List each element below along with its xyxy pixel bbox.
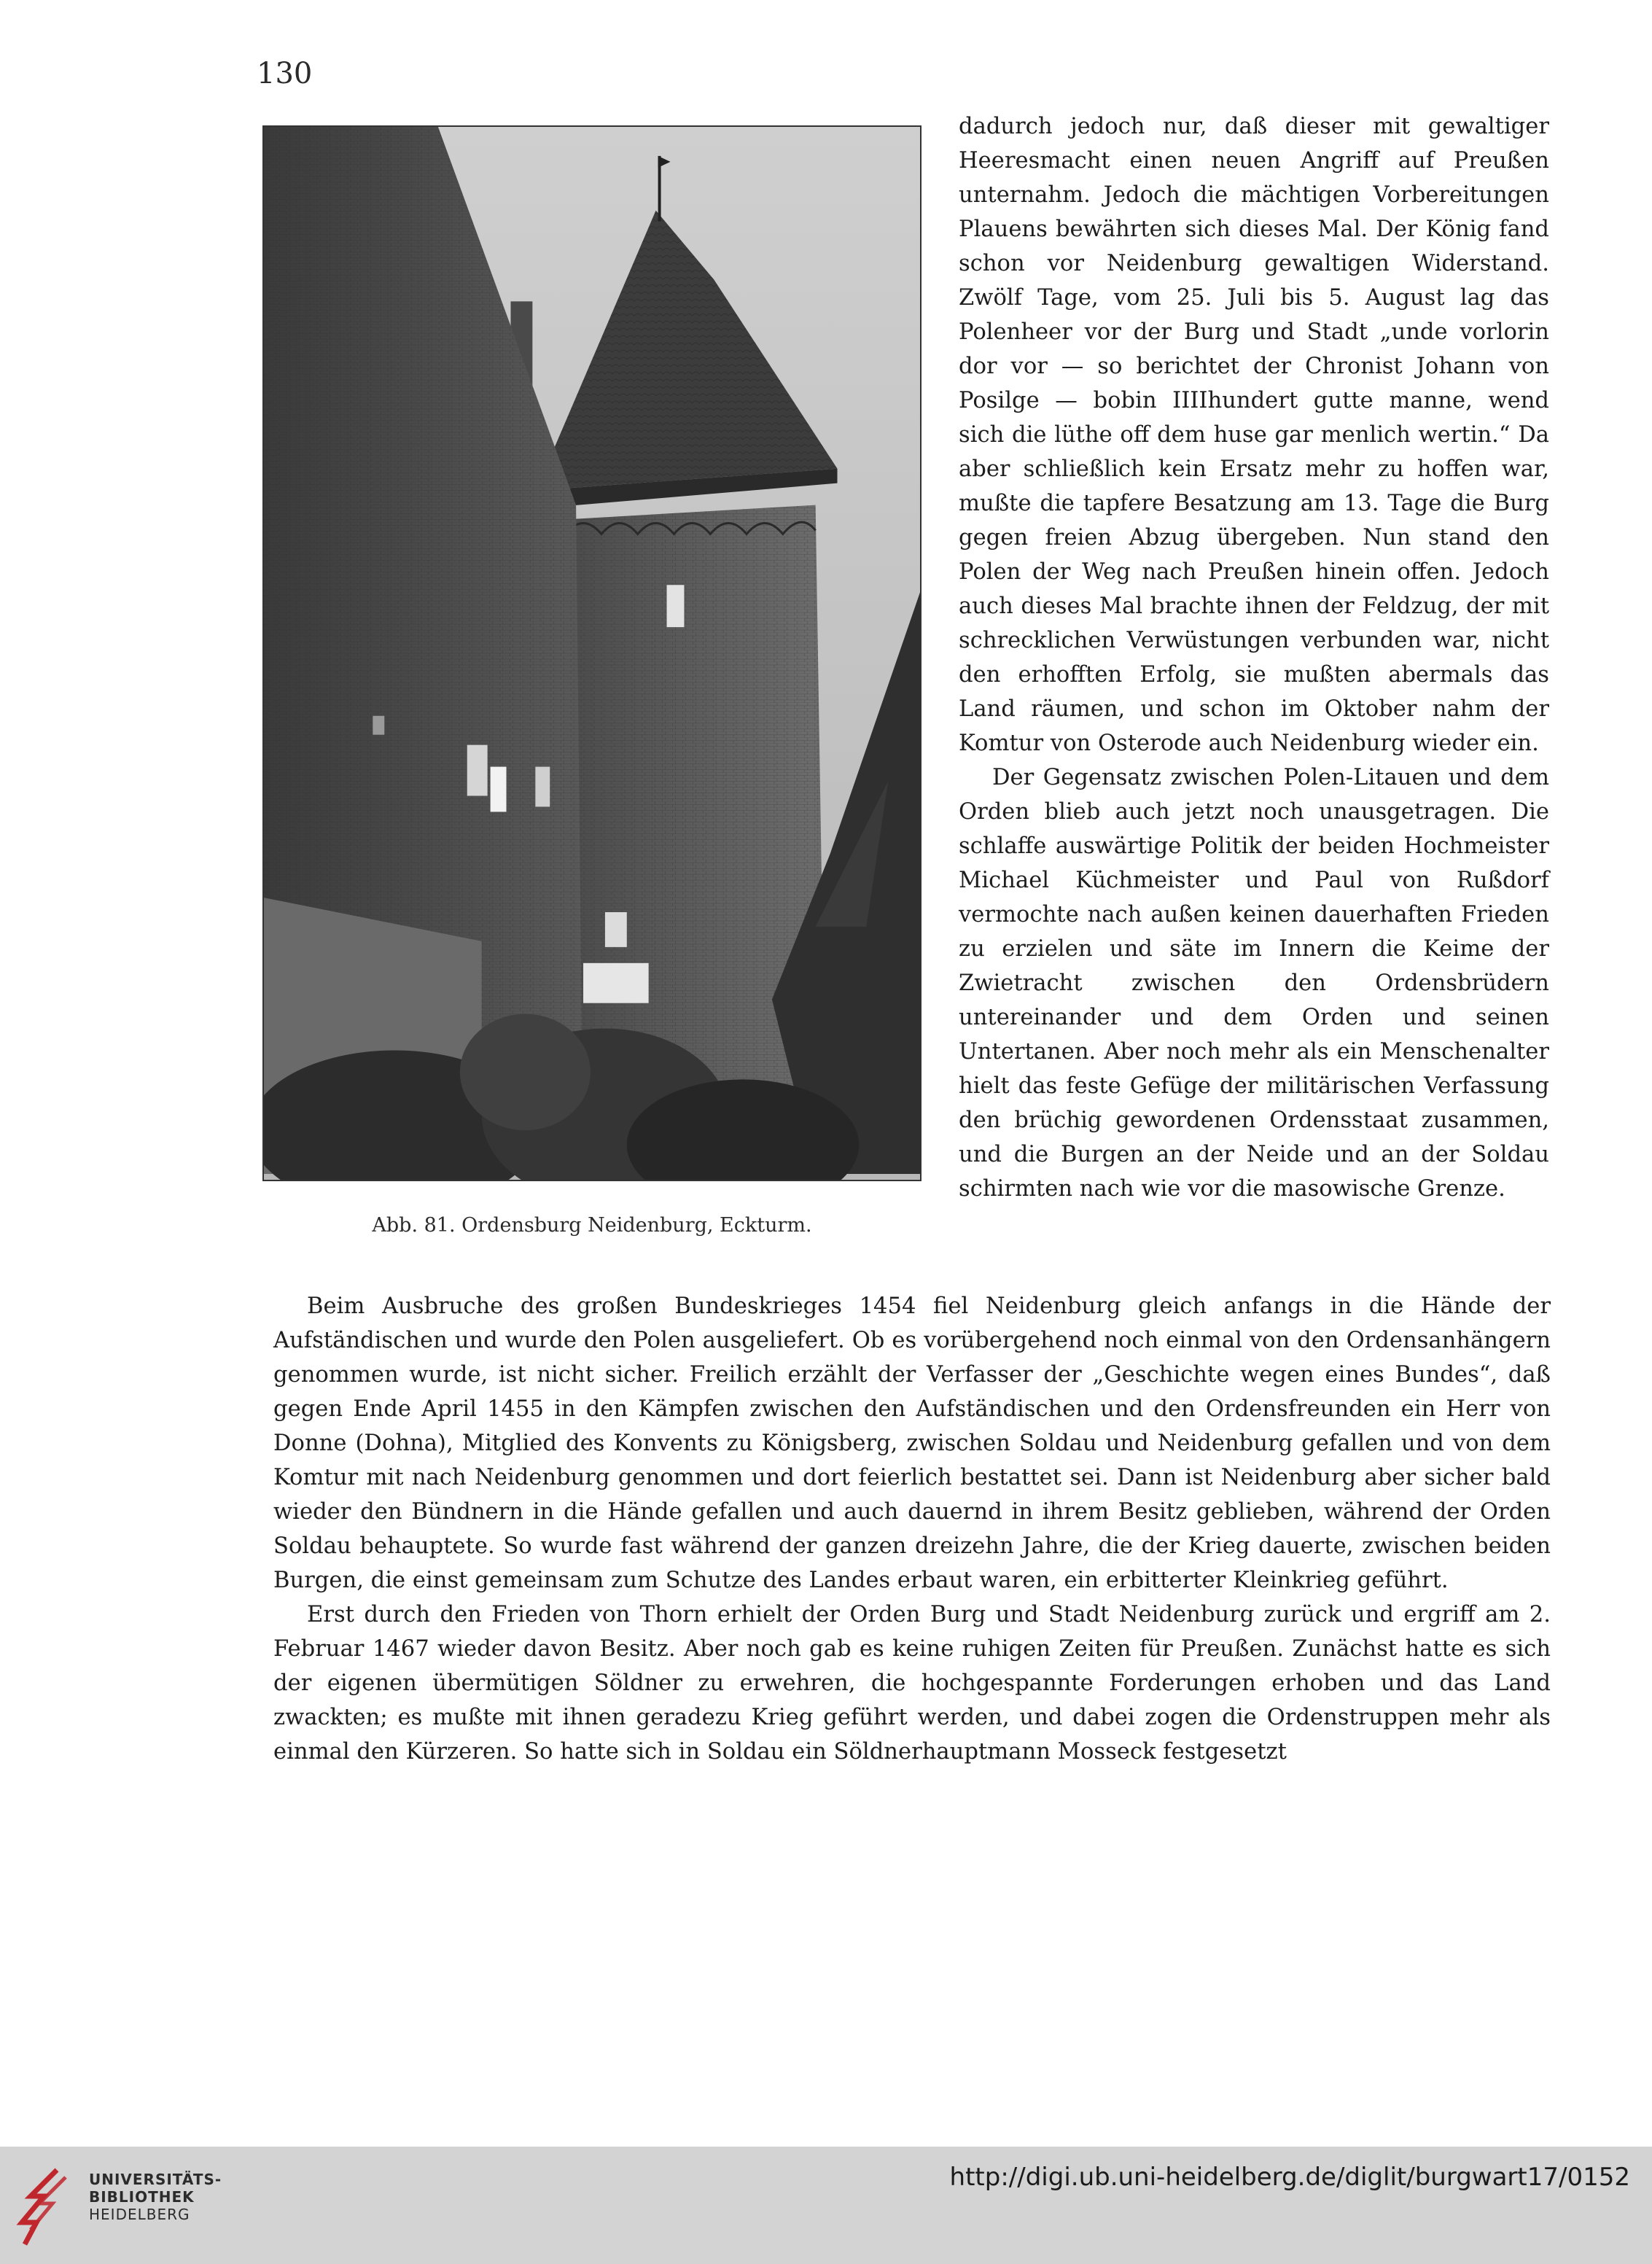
ub-heidelberg-logo-icon	[15, 2164, 73, 2249]
paragraph: Der Gegensatz zwischen Polen-Litauen und dem Orden blieb auch jetzt noch unausgetragen. Die schlaffe auswärtige Politik der beiden Hochmeister Michael Küchmeister und Paul von Rußdorf vermochte nach außen keinen dauerhaften Frieden zu erzielen und säte im Innern die Keime der Zwietracht zwischen den Ordensbrüdern untereinander und dem Orden und seinen Untertanen. Aber noch mehr als ein Menschenalter hielt das feste Gefüge der militärischen Verfassung den brüchig gewordenen Ordensstaat zusammen, und die Burgen an der Neide und an der Soldau schirmten nach wie vor die masowische Grenze.	[959, 765, 1549, 1202]
paragraph: Beim Ausbruche des großen Bundeskrieges 1454 fiel Neidenburg gleich anfangs in die Hände der Aufständischen und wurde den Polen ausgeliefert. Ob es vorübergehend noch einmal von den Ordensanhängern genommen wurde, ist nicht sicher. Freilich erzählt der Verfasser der „Geschichte wegen eines Bundes“, daß gegen Ende April 1455 in den Kämpfen zwischen den Aufständischen und den Ordensfreunden ein Herr von Donne (Dohna), Mitglied des Konvents zu Königsberg, zwischen Soldau und Neidenburg gefallen und von dem Komtur mit nach Neidenburg genommen und dort feierlich bestattet sei. Dann ist Neidenburg aber sicher bald wieder den Bündnern in die Hände gefallen und auch dauernd in ihrem Besitz geblieben, während der Orden Soldau behauptete. So wurde fast während der ganzen dreizehn Jahre, die der Krieg dauerte, zwischen beiden Burgen, die einst gemeinsam zum Schutze des Landes erbaut waren, ein erbitterter Kleinkrieg geführt.	[273, 1294, 1551, 1593]
library-name-line: BIBLIOTHEK	[89, 2188, 195, 2206]
figure-photo	[262, 125, 922, 1181]
page-number: 130	[257, 57, 313, 90]
library-name-line: UNIVERSITÄTS-	[89, 2171, 222, 2188]
castle-tower-photo	[264, 127, 920, 1180]
source-url-link[interactable]: http://digi.ub.uni-heidelberg.de/diglit/burgwart17/0152	[949, 2163, 1630, 2192]
figure-caption: Abb. 81. Ordensburg Neidenburg, Eckturm.	[372, 1214, 812, 1237]
library-name	[89, 2171, 222, 2223]
full-width-text	[273, 1289, 1551, 1769]
library-name-line: HEIDELBERG	[89, 2206, 190, 2223]
paragraph: Erst durch den Frieden von Thorn erhielt der Orden Burg und Stadt Neidenburg zurück und ergriff am 2. Februar 1467 wieder davon Besitz. Aber noch gab es keine ruhigen Zeiten für Preußen. Zunächst hatte es sich der eigenen übermütigen Söldner zu erwehren, die hochgespannte Forderungen erhoben und das Land zwackten; es mußte mit ihnen geradezu Krieg geführt werden, und dabei zogen die Ordenstruppen mehr als einmal den Kürzeren. So hatte sich in Soldau ein Söldnerhauptmann Mosseck festgesetzt	[273, 1602, 1551, 1765]
paragraph: dadurch jedoch nur, daß dieser mit gewaltiger Heeresmacht einen neuen Angriff auf Preußen unternahm. Jedoch die mächtigen Vorbereitungen Plauens bewährten sich dieses Mal. Der König fand schon vor Neidenburg gewaltigen Widerstand. Zwölf Tage, vom 25. Juli bis 5. August lag das Polenheer vor der Burg und Stadt „unde vorlorin dor vor — so berichtet der Chronist Johann von Posilge — bobin IIIIhundert gutte manne, wend sich die lüthe off dem huse gar menlich wertin.“ Da aber schließlich kein Ersatz mehr zu hoffen war, mußte die tapfere Besatzung am 13. Tage die Burg gegen freien Abzug übergeben. Nun stand den Polen der Weg nach Preußen hinein offen. Jedoch auch dieses Mal brachte ihnen der Feldzug, der mit schrecklichen Verwüstungen verbunden war, nicht den erhofften Erfolg, sie mußten abermals das Land räumen, und schon im Oktober nahm der Komtur von Osterode auch Neidenburg wieder ein.	[959, 114, 1549, 756]
right-column-text	[959, 109, 1549, 1206]
